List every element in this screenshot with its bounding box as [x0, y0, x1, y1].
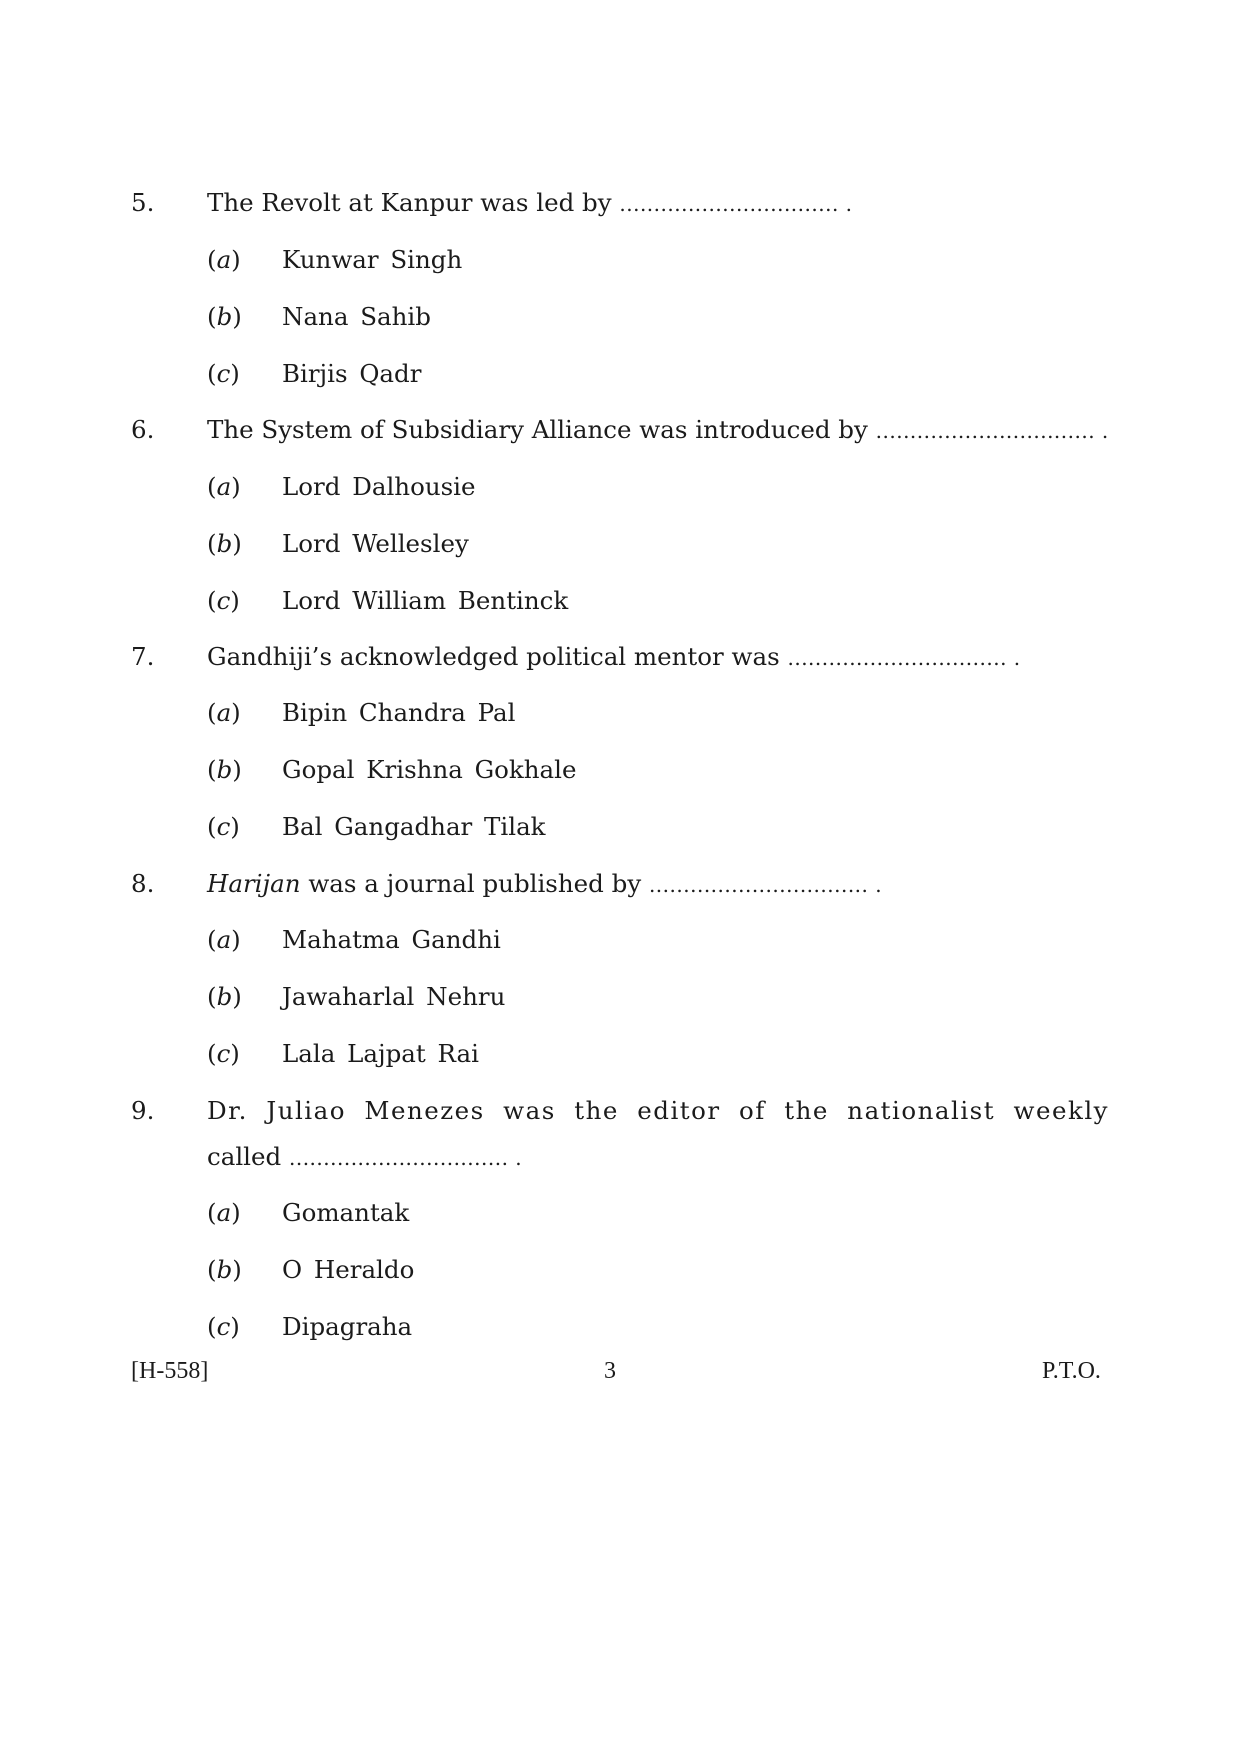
option-text: Kunwar Singh	[282, 245, 463, 274]
question-text: The System of Subsidiary Alliance was introduced by ................................ .	[207, 415, 1109, 444]
answer-blank: ................................ .	[619, 192, 853, 216]
question-text-line-2: called ................................ .	[207, 1142, 523, 1171]
option-label: (b)	[207, 982, 242, 1011]
option-label: (c)	[207, 1312, 240, 1341]
question-text: Gandhiji’s acknowledged political mentor was ................................ .	[207, 642, 1021, 671]
option-label: (a)	[207, 472, 241, 501]
answer-blank: ................................ .	[875, 419, 1109, 443]
paper-code: [H-558]	[131, 1358, 209, 1384]
option-text: Lord William Bentinck	[282, 586, 569, 615]
question-number: 9.	[131, 1096, 155, 1125]
option-label: (a)	[207, 1198, 241, 1227]
option-text: Bipin Chandra Pal	[282, 698, 516, 727]
option-label: (b)	[207, 302, 242, 331]
option-text: Gopal Krishna Gokhale	[282, 755, 577, 784]
question-number: 6.	[131, 415, 155, 444]
question-number: 8.	[131, 869, 155, 898]
option-label: (a)	[207, 245, 241, 274]
option-text: Nana Sahib	[282, 302, 431, 331]
page-number: 3	[604, 1358, 616, 1384]
option-label: (a)	[207, 925, 241, 954]
journal-title: Harijan	[207, 869, 301, 898]
option-text: Mahatma Gandhi	[282, 925, 501, 954]
option-label: (b)	[207, 755, 242, 784]
option-text: Dipagraha	[282, 1312, 413, 1341]
answer-blank: ................................ .	[787, 646, 1021, 670]
option-label: (c)	[207, 359, 240, 388]
option-label: (c)	[207, 586, 240, 615]
question-number: 7.	[131, 642, 155, 671]
option-label: (c)	[207, 1039, 240, 1068]
option-text: O Heraldo	[282, 1255, 415, 1284]
option-text: Lord Wellesley	[282, 529, 469, 558]
option-text: Jawaharlal Nehru	[282, 982, 506, 1011]
question-text: The Revolt at Kanpur was led by ................................ .	[207, 188, 853, 217]
option-text: Lala Lajpat Rai	[282, 1039, 479, 1068]
pto-label: P.T.O.	[1042, 1358, 1101, 1384]
option-label: (a)	[207, 698, 241, 727]
option-text: Gomantak	[282, 1198, 410, 1227]
option-label: (b)	[207, 1255, 242, 1284]
option-text: Bal Gangadhar Tilak	[282, 812, 546, 841]
question-text: Harijan was a journal published by ................................ .	[207, 869, 883, 898]
option-label: (c)	[207, 812, 240, 841]
option-text: Birjis Qadr	[282, 359, 422, 388]
question-number: 5.	[131, 188, 155, 217]
option-label: (b)	[207, 529, 242, 558]
answer-blank: ................................ .	[648, 873, 883, 897]
question-text-line-1: Dr. Juliao Menezes was the editor of the nationalist weekly	[207, 1096, 1109, 1125]
option-text: Lord Dalhousie	[282, 472, 476, 501]
answer-blank: ................................ .	[288, 1146, 523, 1170]
